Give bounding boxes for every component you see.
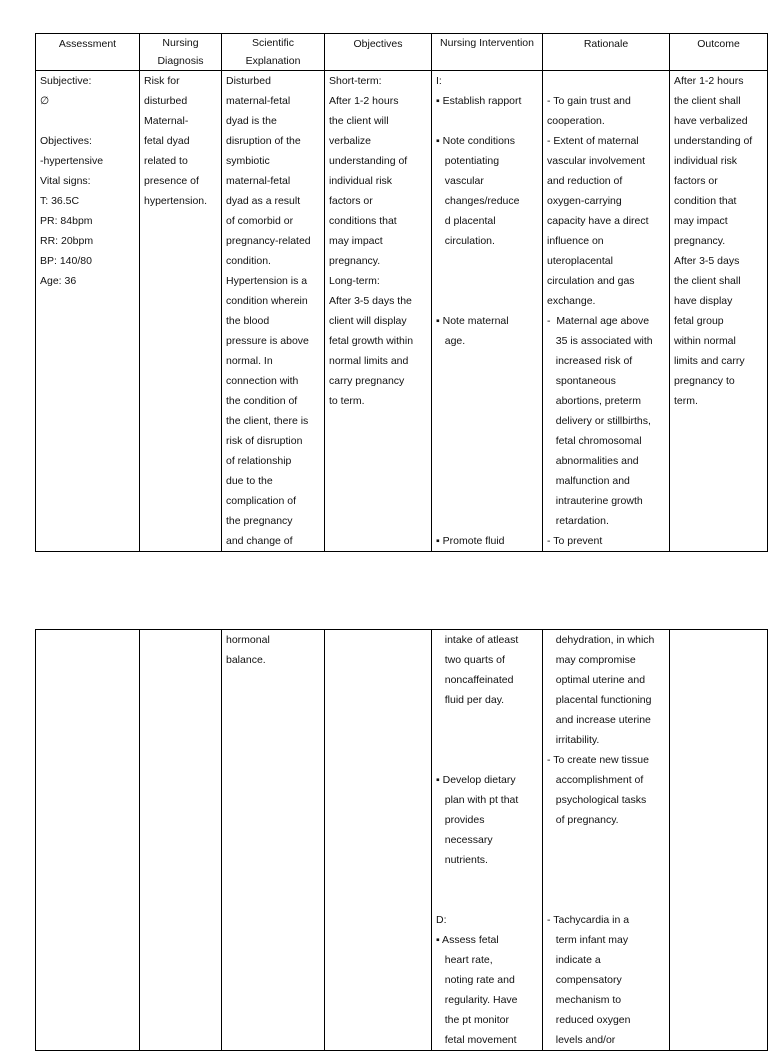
cell-line: condition that	[674, 195, 737, 207]
cell-line: abortions, preterm	[547, 395, 641, 407]
cell-line: understanding of	[674, 135, 753, 147]
cell-line	[436, 291, 538, 311]
cell-line: T: 36.5C	[40, 195, 80, 207]
cell-line: nutrients.	[436, 854, 488, 866]
header-rationale: Rationale	[543, 34, 670, 71]
cell-line: two quarts of	[436, 654, 505, 666]
cell-line: placental functioning	[547, 694, 652, 706]
cell-line: risk of disruption	[226, 435, 303, 447]
cell-line: fetal chromosomal	[547, 435, 642, 447]
cell-line: balance.	[226, 654, 266, 666]
cell-line: factors or	[674, 175, 718, 187]
table-row	[36, 71, 768, 552]
cell-line: pregnancy.	[329, 255, 381, 267]
cell-line	[436, 431, 538, 451]
cell-line: spontaneous	[547, 375, 616, 387]
cell-line: irritability.	[547, 734, 600, 746]
cell-line: understanding of	[329, 155, 408, 167]
objectives-cell	[325, 71, 432, 552]
cell-line: PR: 84bpm	[40, 215, 93, 227]
cell-line: - To create new tissue	[547, 754, 649, 766]
cell-line: Maternal-	[144, 115, 189, 127]
cell-line: oxygen-carrying	[547, 195, 622, 207]
cell-line: and change of	[226, 535, 293, 547]
cell-line: changes/reduce	[436, 195, 520, 207]
cell-line: dyad as a result	[226, 195, 301, 207]
cell-line: vascular	[436, 175, 484, 187]
cell-line: - To prevent	[547, 535, 603, 547]
cell-line: Objectives:	[40, 135, 92, 147]
cell-line: circulation and gas	[547, 275, 635, 287]
header-scientific-explanation: Scientific Explanation	[222, 34, 325, 71]
cell-line: the client will	[329, 115, 389, 127]
cell-line: pressure is above	[226, 335, 309, 347]
cell-line: the client shall	[674, 275, 741, 287]
cell-line: capacity have a direct	[547, 215, 649, 227]
cell-line: Disturbed	[226, 75, 271, 87]
cell-line: reduced oxygen	[547, 1014, 631, 1026]
cell-line: connection with	[226, 375, 299, 387]
cell-line	[547, 830, 665, 850]
cell-line: noncaffeinated	[436, 674, 514, 686]
cell-line: may impact	[674, 215, 728, 227]
cell-line: maternal-fetal	[226, 95, 291, 107]
cell-line: fetal dyad	[144, 135, 190, 147]
intervention-cell	[432, 71, 543, 552]
cell-line: circulation.	[436, 235, 495, 247]
header-assessment: Assessment	[36, 34, 140, 71]
cell-line: provides	[436, 814, 485, 826]
cell-line: dyad is the	[226, 115, 277, 127]
cell-line: fetal movement	[436, 1034, 517, 1046]
cell-line: After 3-5 days	[674, 255, 740, 267]
cell-line: BP: 140/80	[40, 255, 92, 267]
cell-line: pregnancy.	[674, 235, 726, 247]
cell-line: delivery or stillbirths,	[547, 415, 651, 427]
cell-line	[436, 411, 538, 431]
cell-line	[436, 511, 538, 531]
cell-line: psychological tasks	[547, 794, 647, 806]
cell-line: Hypertension is a	[226, 275, 308, 287]
cell-line: maternal-fetal	[226, 175, 291, 187]
cell-line	[436, 451, 538, 471]
cell-line: After 1-2 hours	[674, 75, 744, 87]
cell-line	[547, 870, 665, 890]
cell-line: term infant may	[547, 934, 629, 946]
outcome-cell	[670, 630, 768, 1051]
cell-line: - Extent of maternal	[547, 135, 639, 147]
care-plan-table-page-2	[35, 629, 768, 1051]
cell-line: hormonal	[226, 634, 270, 646]
cell-line: ▪ Develop dietary	[436, 774, 516, 786]
rationale-cell	[543, 71, 670, 552]
header-row	[36, 34, 768, 71]
cell-line: D:	[436, 914, 447, 926]
cell-line: have verbalized	[674, 115, 748, 127]
cell-line: indicate a	[547, 954, 601, 966]
cell-line	[436, 750, 538, 770]
cell-line: due to the	[226, 475, 273, 487]
cell-line: Long-term:	[329, 275, 380, 287]
cell-line: - Tachycardia in a	[547, 914, 630, 926]
cell-line: optimal uterine and	[547, 674, 646, 686]
cell-line: may compromise	[547, 654, 636, 666]
cell-line: Subjective:	[40, 75, 92, 87]
cell-line	[436, 251, 538, 271]
cell-line: noting rate and	[436, 974, 515, 986]
cell-line: compensatory	[547, 974, 622, 986]
cell-line: regularity. Have	[436, 994, 518, 1006]
cell-line: intake of atleast	[436, 634, 519, 646]
cell-line: fetal group	[674, 315, 724, 327]
cell-line: - Maternal age above	[547, 315, 650, 327]
cell-line: carry pregnancy	[329, 375, 405, 387]
intervention-cell	[432, 630, 543, 1051]
outcome-cell	[670, 71, 768, 552]
cell-line: necessary	[436, 834, 493, 846]
cell-line: condition wherein	[226, 295, 308, 307]
cell-line: limits and carry	[674, 355, 745, 367]
header-outcome: Outcome	[670, 34, 768, 71]
cell-line: intrauterine growth	[547, 495, 643, 507]
cell-line: ▪ Note conditions	[436, 135, 516, 147]
diagnosis-cell	[140, 71, 222, 552]
cell-line: client will display	[329, 315, 407, 327]
cell-line: pregnancy-related	[226, 235, 311, 247]
cell-line: potentiating	[436, 155, 500, 167]
cell-line	[436, 471, 538, 491]
cell-line: the condition of	[226, 395, 298, 407]
cell-line: Short-term:	[329, 75, 382, 87]
cell-line: disturbed	[144, 95, 188, 107]
cell-line	[436, 491, 538, 511]
cell-line: ∅	[40, 95, 50, 107]
cell-line	[547, 850, 665, 870]
cell-line: ▪ Assess fetal	[436, 934, 499, 946]
cell-line: pregnancy to	[674, 375, 735, 387]
header-nursing-intervention: Nursing Intervention	[432, 34, 543, 71]
cell-line: Risk for	[144, 75, 180, 87]
cell-line: retardation.	[547, 515, 609, 527]
assessment-cell	[36, 630, 140, 1051]
assessment-cell	[36, 71, 140, 552]
cell-line: I:	[436, 75, 442, 87]
cell-line: -hypertensive	[40, 155, 104, 167]
cell-line: 35 is associated with	[547, 335, 653, 347]
cell-line: Age: 36	[40, 275, 77, 287]
cell-line: fluid per day.	[436, 694, 505, 706]
table-row	[36, 630, 768, 1051]
cell-line: factors or	[329, 195, 373, 207]
cell-line	[436, 371, 538, 391]
cell-line: normal. In	[226, 355, 273, 367]
cell-line: may impact	[329, 235, 383, 247]
cell-line: RR: 20bpm	[40, 235, 94, 247]
cell-line: related to	[144, 155, 188, 167]
cell-line: condition.	[226, 255, 271, 267]
cell-line: accomplishment of	[547, 774, 644, 786]
cell-line: conditions that	[329, 215, 397, 227]
cell-line: to term.	[329, 395, 365, 407]
cell-line: cooperation.	[547, 115, 605, 127]
cell-line: plan with pt that	[436, 794, 519, 806]
explanation-cell	[222, 630, 325, 1051]
cell-line	[436, 730, 538, 750]
cell-line: normal limits and	[329, 355, 409, 367]
cell-line: levels and/or	[547, 1034, 616, 1046]
cell-line	[40, 111, 135, 131]
objectives-cell	[325, 630, 432, 1051]
diagnosis-cell	[140, 630, 222, 1051]
cell-line: symbiotic	[226, 155, 270, 167]
cell-line: the pt monitor	[436, 1014, 509, 1026]
cell-line: - To gain trust and	[547, 95, 631, 107]
cell-line	[436, 391, 538, 411]
cell-line: term.	[674, 395, 698, 407]
header-nursing-diagnosis: Nursing Diagnosis	[140, 34, 222, 71]
cell-line: age.	[436, 335, 466, 347]
cell-line: Vital signs:	[40, 175, 91, 187]
cell-line	[436, 351, 538, 371]
cell-line: of comorbid or	[226, 215, 294, 227]
cell-line: influence on	[547, 235, 604, 247]
cell-line: the pregnancy	[226, 515, 293, 527]
cell-line: After 3-5 days the	[329, 295, 412, 307]
cell-line: and reduction of	[547, 175, 623, 187]
cell-line: and increase uterine	[547, 714, 651, 726]
cell-line: the client shall	[674, 95, 741, 107]
cell-line: the client, there is	[226, 415, 309, 427]
cell-line: complication of	[226, 495, 297, 507]
cell-line: mechanism to	[547, 994, 622, 1006]
cell-line: ▪ Establish rapport	[436, 95, 522, 107]
cell-line: have display	[674, 295, 733, 307]
cell-line: individual risk	[674, 155, 738, 167]
cell-line: disruption of the	[226, 135, 301, 147]
cell-line: verbalize	[329, 135, 372, 147]
cell-line: After 1-2 hours	[329, 95, 399, 107]
cell-line: hypertension.	[144, 195, 208, 207]
cell-line: exchange.	[547, 295, 596, 307]
cell-line	[436, 870, 538, 890]
cell-line: d placental	[436, 215, 496, 227]
cell-line	[436, 710, 538, 730]
cell-line: fetal growth within	[329, 335, 414, 347]
cell-line: within normal	[674, 335, 736, 347]
cell-line	[436, 271, 538, 291]
cell-line: uteroplacental	[547, 255, 613, 267]
cell-line: dehydration, in which	[547, 634, 655, 646]
cell-line: of relationship	[226, 455, 292, 467]
cell-line: the blood	[226, 315, 270, 327]
rationale-cell	[543, 630, 670, 1051]
cell-line	[547, 71, 665, 91]
cell-line: increased risk of	[547, 355, 633, 367]
cell-line: heart rate,	[436, 954, 493, 966]
header-objectives: Objectives	[325, 34, 432, 71]
cell-line: ▪ Note maternal	[436, 315, 509, 327]
cell-line	[436, 111, 538, 131]
cell-line: abnormalities and	[547, 455, 639, 467]
cell-line: of pregnancy.	[547, 814, 619, 826]
cell-line: ▪ Promote fluid	[436, 535, 505, 547]
cell-line	[547, 890, 665, 910]
explanation-cell	[222, 71, 325, 552]
cell-line: presence of	[144, 175, 199, 187]
cell-line: malfunction and	[547, 475, 630, 487]
cell-line	[436, 890, 538, 910]
cell-line: individual risk	[329, 175, 393, 187]
cell-line: vascular involvement	[547, 155, 646, 167]
care-plan-table-page-1	[35, 33, 768, 552]
